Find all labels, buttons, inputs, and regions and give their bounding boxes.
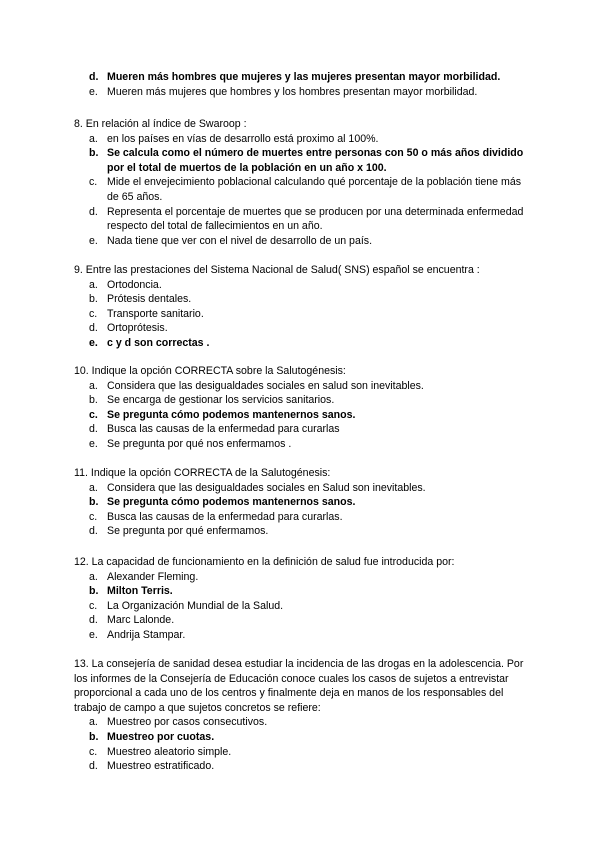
question-13 [74, 657, 530, 774]
option-c: c. Transporte sanitario. [89, 307, 204, 320]
option-e: e. Mueren más mujeres que hombres y los hombres presentan mayor morbilidad. [89, 85, 478, 98]
question-11 [74, 466, 530, 539]
option-e: e. Se pregunta por qué nos enfermamos . [89, 437, 292, 450]
option-a: a. Ortodoncia. [89, 278, 162, 291]
question-9 [74, 263, 530, 351]
option-e: e. c y d son correctas . [89, 336, 210, 349]
question-10 [74, 364, 530, 452]
question-stem: 11. Indique la opción CORRECTA de la Salutogénesis: [74, 467, 331, 479]
question-7-continuation [74, 70, 530, 99]
options-list [74, 570, 530, 643]
options-list [74, 715, 530, 773]
option-b: b. Muestreo por cuotas. [89, 730, 215, 743]
option-a: a. Considera que las desigualdades sociales en Salud son inevitables. [89, 481, 426, 494]
option-a: a. en los países en vías de desarrollo está proximo al 100%. [89, 132, 379, 145]
option-b: b. Se calcula como el número de muertes entre personas con 50 o más años dividido por el total de muertos de la población en un año x 100. [89, 147, 524, 174]
option-a: a. Considera que las desigualdades sociales en salud son inevitables. [89, 379, 424, 392]
option-d: d. Se pregunta por qué enfermamos. [89, 525, 269, 538]
option-b: b. Se encarga de gestionar los servicios sanitarios. [89, 394, 335, 407]
option-e: e. Nada tiene que ver con el nivel de desarrollo de un país. [89, 234, 373, 247]
question-stem: 13. La consejería de sanidad desea estudiar la incidencia de las drogas en la adolescencia. Por los informes de la Consejería de Educación conoce cuales los casos de sujetos a entrevistar proporcional a cada uno de los centros y finalmente deja en manos de los responsables del trabajo de campo a que sujetos concretos se refiere: [74, 658, 524, 714]
option-c: c. La Organización Mundial de la Salud. [89, 599, 284, 612]
question-stem: 9. Entre las prestaciones del Sistema Nacional de Salud( SNS) español se encuentra : [74, 264, 480, 276]
options-list [74, 132, 530, 249]
option-a: a. Muestreo por casos consecutivos. [89, 716, 268, 729]
option-d: d. Ortoprótesis. [89, 322, 168, 335]
option-b: b. Se pregunta cómo podemos mantenernos sanos. [89, 496, 356, 509]
options-list [74, 70, 530, 99]
option-c: c. Muestreo aleatorio simple. [89, 745, 232, 758]
options-list [74, 379, 530, 452]
options-list [74, 278, 530, 351]
options-list [74, 481, 530, 539]
question-stem: 12. La capacidad de funcionamiento en la definición de salud fue introducida por: [74, 556, 455, 568]
option-c: c. Busca las causas de la enfermedad para curarlas. [89, 510, 343, 523]
option-d: d. Busca las causas de la enfermedad para curarlas [89, 423, 340, 436]
option-c: c. Se pregunta cómo podemos mantenernos sanos. [89, 408, 356, 421]
question-8 [74, 117, 530, 248]
option-d: d. Muestreo estratificado. [89, 760, 215, 773]
option-b: b. Prótesis dentales. [89, 293, 192, 306]
option-d: d. Marc Lalonde. [89, 614, 175, 627]
option-a: a. Alexander Fleming. [89, 570, 199, 583]
option-e: e. Andrija Stampar. [89, 628, 186, 641]
option-d: d. Representa el porcentaje de muertes que se producen por una determinada enfermedad respecto del total de fallecimientos en un año. [89, 205, 524, 233]
question-stem: 8. En relación al índice de Swaroop : [74, 118, 247, 130]
question-12 [74, 555, 530, 643]
option-c: c. Mide el envejecimiento poblacional calculando qué porcentaje de la población tiene más de 65 años. [89, 176, 522, 203]
option-d: d. Mueren más hombres que mujeres y las mujeres presentan mayor morbilidad. [89, 71, 501, 83]
question-stem: 10. Indique la opción CORRECTA sobre la Salutogénesis: [74, 365, 346, 377]
option-b: b. Milton Terris. [89, 585, 173, 598]
